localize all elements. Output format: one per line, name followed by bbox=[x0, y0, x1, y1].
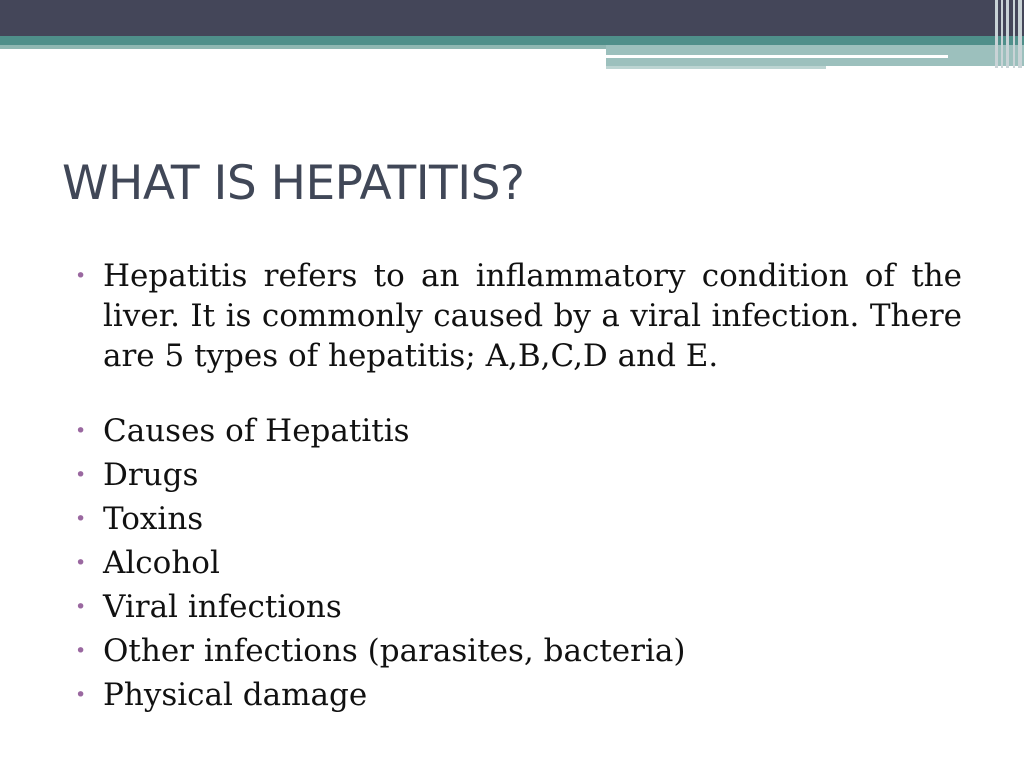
slide-title: WHAT IS HEPATITIS? bbox=[62, 156, 525, 211]
bullet-item-viral-infections bbox=[72, 585, 962, 629]
bullet-item-physical-damage bbox=[72, 673, 962, 717]
bullet-marker-icon: • bbox=[75, 684, 87, 706]
bullet-item-alcohol bbox=[72, 541, 962, 585]
bullet-item-other-infections bbox=[72, 629, 962, 673]
header-teal-stripe bbox=[0, 36, 1024, 45]
bullet-marker-icon: • bbox=[75, 265, 87, 287]
bullet-text: Alcohol bbox=[103, 545, 220, 581]
bullet-text: Viral infections bbox=[103, 589, 342, 625]
bullet-item-toxins bbox=[72, 497, 962, 541]
header-band bbox=[0, 0, 1024, 80]
bullet-marker-icon: • bbox=[75, 552, 87, 574]
bullet-marker-icon: • bbox=[75, 464, 87, 486]
bullet-list bbox=[72, 256, 962, 717]
bullet-marker-icon: • bbox=[75, 508, 87, 530]
bullet-marker-icon: • bbox=[75, 596, 87, 618]
header-light-teal-stripe bbox=[0, 45, 606, 49]
bullet-text: Physical damage bbox=[103, 677, 368, 713]
header-right-white-line bbox=[606, 55, 948, 58]
header-right-under-line bbox=[606, 66, 826, 69]
bullet-marker-icon: • bbox=[75, 640, 87, 662]
bullet-text: Drugs bbox=[103, 457, 199, 493]
bullet-item-drugs bbox=[72, 453, 962, 497]
header-corner-stripes bbox=[993, 0, 1024, 68]
bullet-text: Causes of Hepatitis bbox=[103, 413, 410, 449]
bullet-text: Hepatitis refers to an inflammatory condition of the liver. It is commonly caused by a viral infection. There are 5 types of hepatitis; A,B,C,D and E. bbox=[103, 258, 962, 374]
bullet-item-definition bbox=[72, 256, 962, 376]
bullet-text: Toxins bbox=[103, 501, 204, 537]
bullet-item-causes-heading bbox=[72, 409, 962, 453]
header-dark-stripe bbox=[0, 0, 1024, 36]
bullet-text: Other infections (parasites, bacteria) bbox=[103, 633, 686, 669]
bullet-marker-icon: • bbox=[75, 420, 87, 442]
